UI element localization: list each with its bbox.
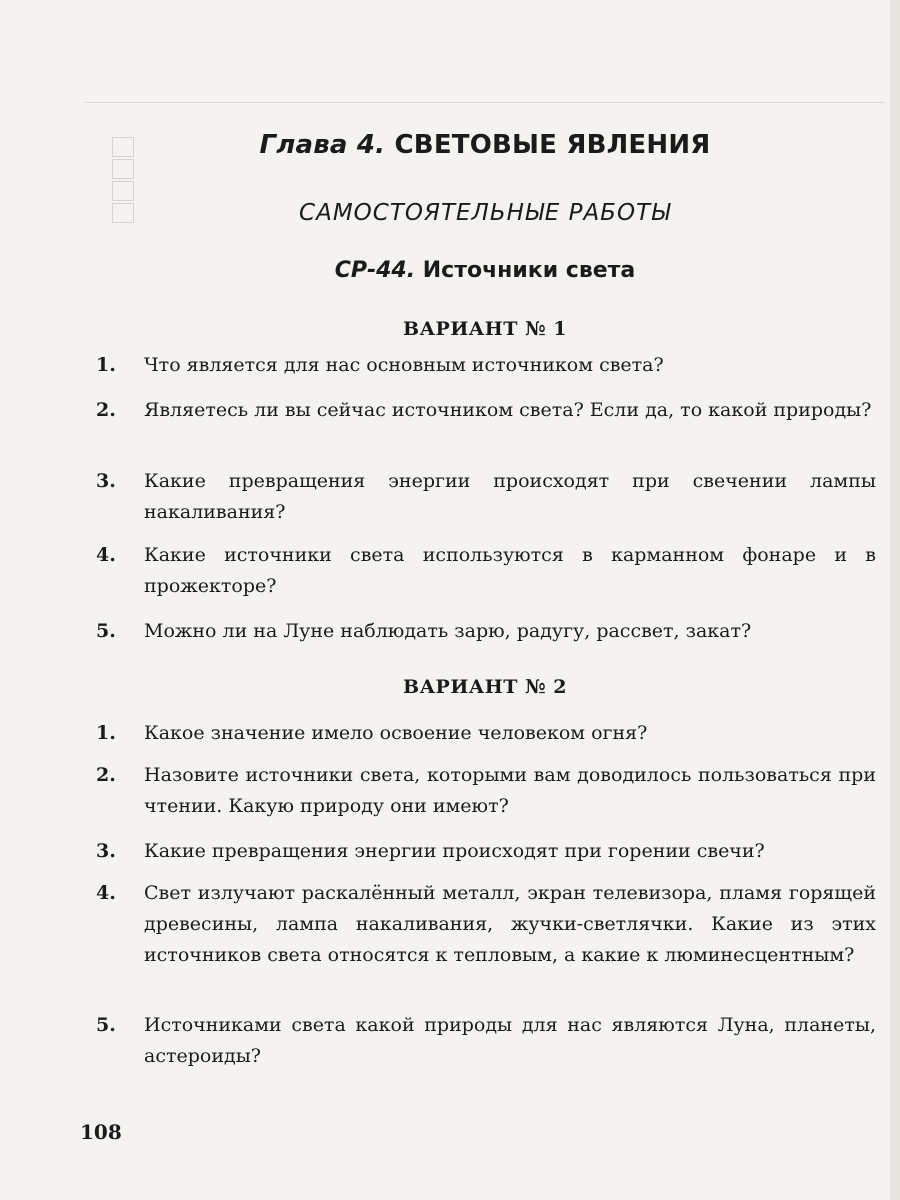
- question-number: 1.: [96, 722, 116, 744]
- question-text: Свет излучают раскалённый металл, экран телевизора, пламя горящей древесины, лампа накаливания, жучки-светлячки. Какие из этих источников света относятся к тепловым, а какие к люминесцентным?: [144, 882, 876, 966]
- question-item: [96, 540, 876, 602]
- question-item: [96, 466, 876, 528]
- chapter-heading: [0, 130, 900, 160]
- work-title: Источники света: [422, 258, 636, 283]
- question-item: [96, 836, 876, 867]
- question-item: [96, 878, 876, 971]
- question-number: 5.: [96, 1014, 116, 1036]
- section-title: САМОСТОЯТЕЛЬНЫЕ РАБОТЫ: [299, 200, 671, 226]
- question-number: 3.: [96, 840, 116, 862]
- work-heading: [0, 258, 900, 283]
- question-text: Какие превращения энергии происходят при свечении лампы накаливания?: [144, 470, 876, 523]
- question-text: Назовите источники света, которыми вам доводилось пользоваться при чтении. Какую природу они имеют?: [144, 764, 876, 817]
- question-text: Какие превращения энергии происходят при горении свечи?: [144, 840, 765, 862]
- page-edge: [890, 0, 900, 1200]
- variant-2-title: ВАРИАНТ № 2: [403, 676, 567, 698]
- question-item: [96, 616, 876, 647]
- question-text: Являетесь ли вы сейчас источником света? Если да, то какой природы?: [144, 399, 872, 421]
- question-item: [96, 718, 876, 749]
- question-number: 2.: [96, 399, 116, 421]
- question-text: Можно ли на Луне наблюдать зарю, радугу, рассвет, закат?: [144, 620, 752, 642]
- question-number: 1.: [96, 354, 116, 376]
- work-code: СР-44.: [334, 258, 416, 283]
- question-text: Источниками света какой природы для нас являются Луна, планеты, астероиды?: [144, 1014, 876, 1067]
- question-number: 2.: [96, 764, 116, 786]
- question-item: [96, 350, 876, 381]
- question-text: Какие источники света используются в карманном фонаре и в прожекторе?: [144, 544, 876, 597]
- question-text: Что является для нас основным источником света?: [144, 354, 664, 376]
- question-number: 4.: [96, 882, 116, 904]
- question-item: [96, 395, 876, 426]
- question-number: 5.: [96, 620, 116, 642]
- question-number: 3.: [96, 470, 116, 492]
- question-item: [96, 1010, 876, 1072]
- bleed-through-header: [85, 80, 885, 103]
- chapter-label: Глава 4.: [259, 130, 386, 160]
- question-text: Какое значение имело освоение человеком огня?: [144, 722, 648, 744]
- question-item: [96, 760, 876, 822]
- variant-1-title: ВАРИАНТ № 1: [403, 318, 567, 340]
- question-number: 4.: [96, 544, 116, 566]
- page-number: 108: [80, 1120, 122, 1144]
- chapter-title: СВЕТОВЫЕ ЯВЛЕНИЯ: [394, 130, 711, 160]
